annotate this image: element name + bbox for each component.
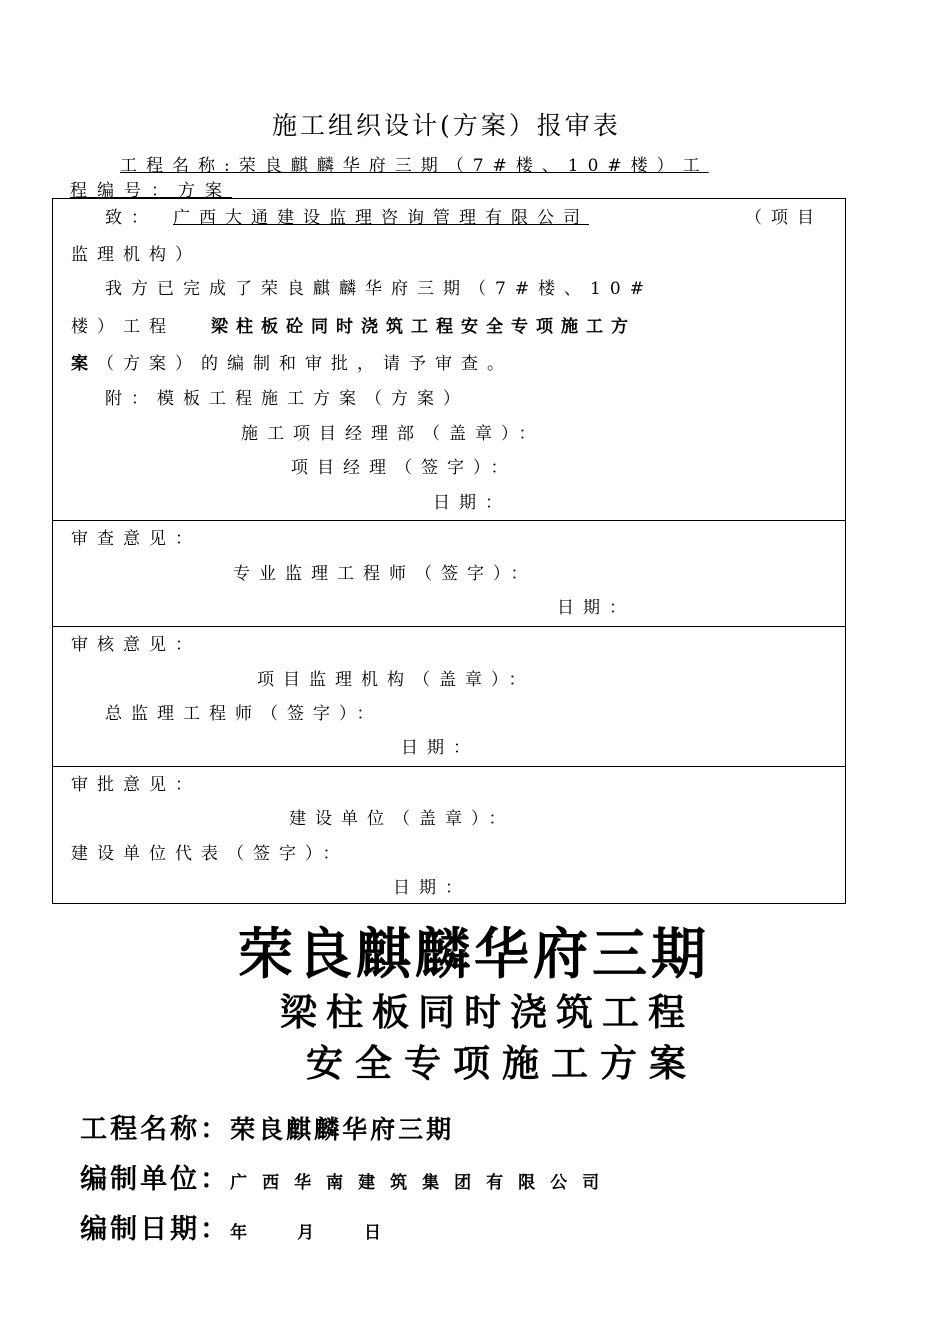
cover-subtitle-2: 安全专项施工方案 — [306, 1042, 698, 1085]
body-line-3b: （方案）的编制和审批，请予审查。 — [97, 354, 513, 374]
to-suffix-cont: 监理机构） — [71, 245, 201, 265]
approve-date: 日期： — [393, 878, 471, 898]
section-divider — [53, 520, 845, 521]
cover-unit-label: 编制单位： — [80, 1164, 231, 1195]
scheme-title: 梁柱板砼同时浇筑工程安全专项施工方 — [211, 317, 636, 337]
cover-date-label: 编制日期： — [80, 1214, 231, 1245]
form-title: 施工组织设计(方案）报审表 — [272, 111, 621, 140]
review-title: 审查意见： — [71, 529, 201, 549]
audit-date: 日期： — [401, 738, 479, 758]
audit-org-stamp: 项目监理机构（盖章）： — [257, 670, 535, 690]
to-label: 致： — [105, 208, 157, 228]
to-suffix: （项目 — [745, 208, 823, 228]
audit-chief-sign: 总监理工程师（签字）： — [105, 704, 383, 724]
section-divider — [53, 626, 845, 627]
approve-title: 审批意见： — [71, 775, 201, 795]
cover-name-label: 工程名称： — [80, 1114, 231, 1145]
cover-name-value: 荣良麒麟华府三期 — [230, 1115, 455, 1144]
cover-date-row — [70, 1188, 403, 1246]
review-engineer-sign: 专业监理工程师（签字）： — [233, 564, 537, 584]
approve-unit-stamp: 建设单位（盖章）： — [289, 809, 515, 829]
approval-form-table — [52, 198, 846, 904]
project-name-line: 工程名称:荣良麒麟华府三期（7#楼、10#楼）工 — [120, 156, 709, 176]
audit-title: 审核意见： — [71, 635, 201, 655]
pm-signature: 项目经理（签字）： — [291, 458, 517, 478]
cover-date-value: 年 月 日 — [230, 1223, 404, 1243]
submission-date: 日期： — [433, 493, 511, 513]
dept-stamp: 施工项目经理部（盖章）： — [241, 424, 545, 444]
to-organization: 广西大通建设监理咨询管理有限公司 — [173, 208, 589, 228]
cover-project-title: 荣良麒麟华府三期 — [238, 922, 711, 986]
review-date: 日期： — [557, 598, 635, 618]
cover-subtitle-1: 梁柱板同时浇筑工程 — [280, 991, 694, 1034]
section-divider — [53, 766, 845, 767]
body-line-1: 我方已完成了荣良麒麟华府三期（7#楼、10# — [105, 279, 653, 299]
attachment-line: 附：模板工程施工方案（方案） — [105, 389, 469, 409]
cover-unit-value: 广西华南建筑集团有限公司 — [230, 1173, 615, 1193]
body-line-2a: 楼）工程 — [71, 317, 175, 337]
body-line-3a: 案 — [71, 354, 97, 374]
project-code-line: 程编号：方案 — [70, 181, 232, 201]
approve-rep-sign: 建设单位代表（签字）： — [71, 844, 349, 864]
